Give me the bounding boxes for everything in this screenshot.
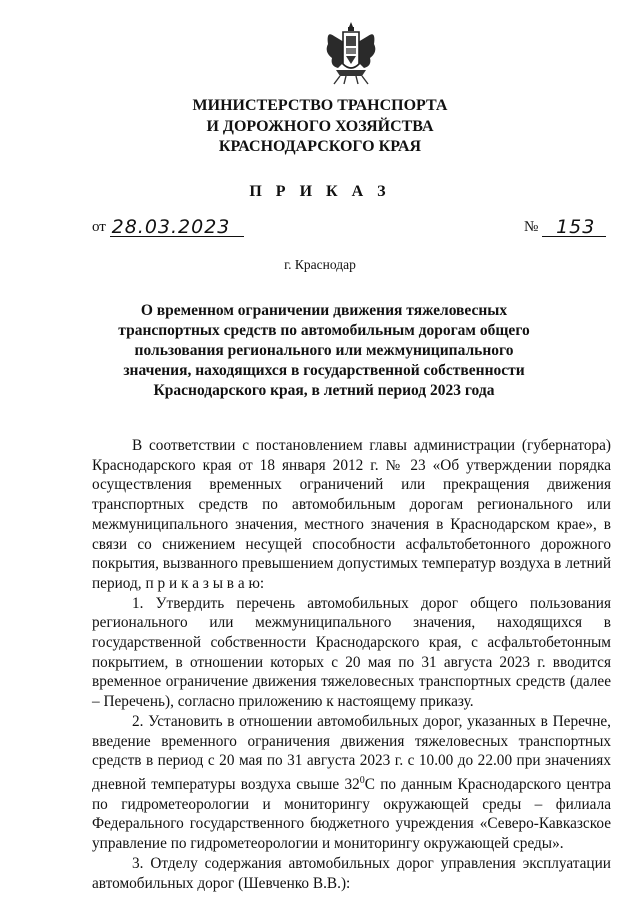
item-3: 3. Отделу содержания автомобильных дорог управления эксплуатации автомобильных дорог (Шевченко В.В.): [92,854,611,892]
intro-command: п р и к а з ы в а ю: [145,574,265,592]
subject-line-1: О временном ограничении движения тяжеловесных [140,302,508,319]
number-underline [542,216,606,237]
subject-line-4: значения, находящихся в государственной собственности [123,362,525,379]
degree-mark: 0 [359,774,365,786]
ministry-line-2: И ДОРОЖНОГО ХОЗЯЙСТВА [206,117,434,135]
item-2 [92,712,611,854]
order-date [92,216,244,237]
ministry-line-3: КРАСНОДАРСКОГО КРАЯ [218,138,422,155]
intro-text: В соответствии с постановлением главы администрации (губернатора) Краснодарского края от 18 января 2012 г. № 23 «Об утверждении порядка осуществления временных ограничений или прекращения движения транспортных средств по автомобильным дорогам регионального или межмуниципального значения, местного значения в Краснодарском крае», в связи со снижением несущей способности асфальтобетонного дорожного покрытия, вызванного превышением допустимых температур воздуха в летний период, [92,437,611,592]
item-1: 1. Утвердить перечень автомобильных дорог общего пользования регионального или межмуниципального значения, находящихся в государственной собственности Краснодарского края, с асфальтобетонным покрытием, в отношении которых с 20 мая по 31 августа 2023 г. вводится временное ограничение движения тяжеловесных транспортных средств (далее – Перечень), согласно приложению к настоящему приказу. [92,594,611,711]
intro-paragraph [92,436,611,594]
order-number [524,216,606,237]
number-prefix: № [524,219,539,235]
order-subject [92,301,556,401]
ministry-line-1: МИНИСТЕРСТВО ТРАНСПОРТА [192,97,448,114]
number-value: 153 [556,216,596,238]
date-underline [110,216,245,237]
order-body [92,436,611,893]
ministry-name [0,96,640,158]
city: г. Краснодар [284,257,356,272]
date-value: 28.03.2023 [111,216,231,238]
date-prefix: от [92,219,106,235]
subject-line-2: транспортных средств по автомобильным дорогам общего [118,322,530,339]
subject-line-3: пользования регионального или межмуниципального [134,342,514,359]
order-title: П Р И К А З [249,183,391,200]
krasnodar-coat-of-arms-icon [322,18,380,86]
item-2-text-a: 2. Установить в отношении автомобильных дорог, указанных в Перечне, введение временного ограничения движения тяжеловесных транспортных средств в период с 20 мая по 31 августа 2023 г. с 10.00 до 22.00 при значениях дневной температуры воздуха свыше 32 [92,712,611,794]
item-2-text-b: С по данным Краснодарского центра по гидрометеорологии и мониторингу окружающей среды – филиала Федерального государственного бюджетного учреждения «Северо-Кавказское управление по гидрометеорологии и мониторингу окружающей среды». [92,776,611,853]
subject-line-5: Краснодарского края, в летний период 2023 года [153,382,495,399]
